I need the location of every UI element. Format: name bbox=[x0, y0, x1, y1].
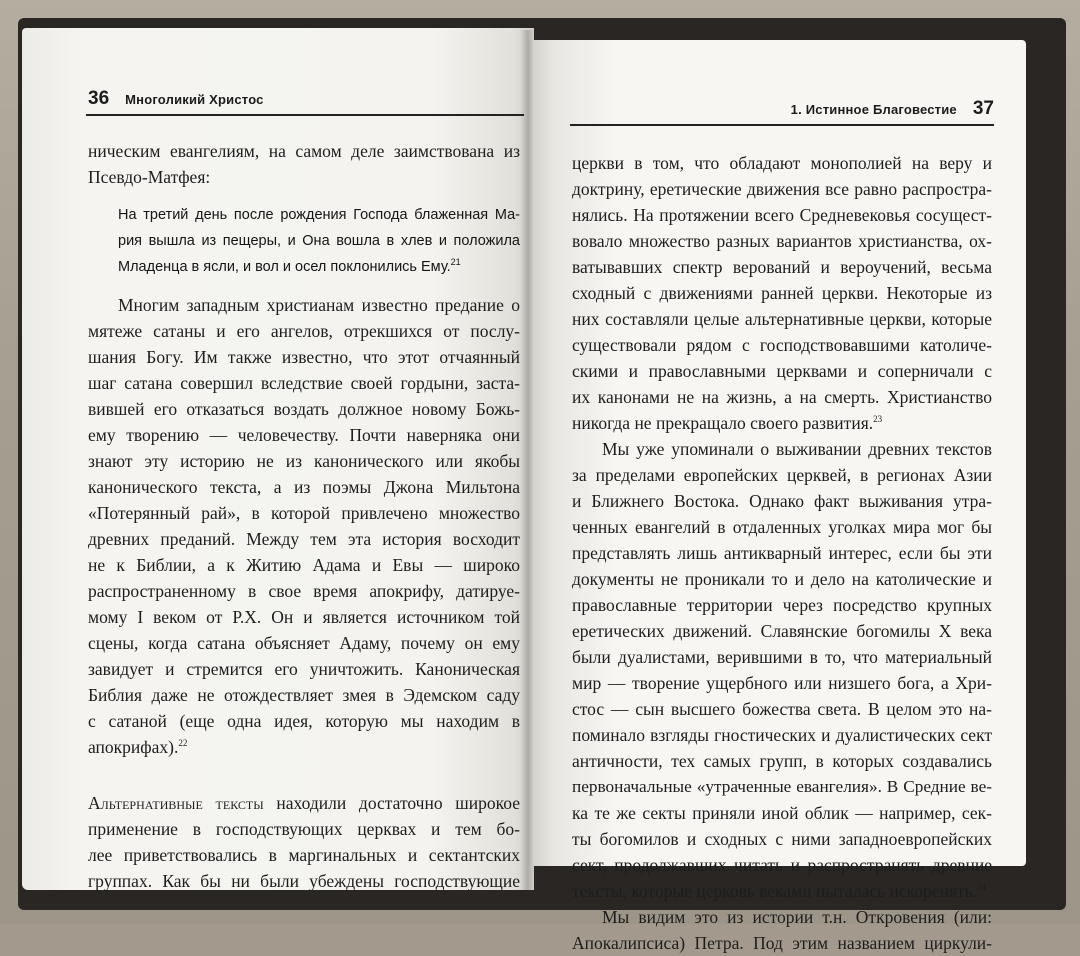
left-body-text bbox=[88, 138, 520, 894]
text-line: шаг сатана совершил вследствие своей гордыни, заста- bbox=[88, 373, 520, 393]
text-line: поминало взгляды гностических и дуалистических сект bbox=[572, 725, 992, 745]
text-line: Псевдо-Матфея: bbox=[88, 167, 211, 187]
quote-line-last bbox=[118, 254, 520, 280]
text-line: за пределами европейских церквей, в регионах Азии bbox=[572, 465, 992, 485]
text-line: мир — творение ущербного или низшего бога, а Хри- bbox=[572, 673, 992, 693]
text-line: документы не проникали то и дело на католические и bbox=[572, 569, 992, 589]
text-line: не к Библии, а к Житию Адама и Евы — широко bbox=[88, 555, 520, 575]
section-lead-in: Альтернативные тексты bbox=[88, 793, 264, 813]
text-line: ническим евангелиям, на самом деле заимствована из bbox=[88, 141, 520, 161]
text-line: Библия даже не отождествляет змея в Эдемском саду bbox=[88, 685, 520, 705]
block-quote bbox=[118, 202, 520, 280]
header-rule bbox=[570, 124, 994, 126]
text-line: завидует и стремится его уничтожить. Каноническая bbox=[88, 659, 520, 679]
text-line: православные территории через посредство крупных bbox=[572, 595, 992, 615]
left-running-head bbox=[88, 88, 522, 110]
text-line: канонического текста, а из поэмы Джона Мильтона bbox=[88, 477, 520, 497]
text-line: нялись. На протяжении всего Средневековья сосущест- bbox=[572, 205, 992, 225]
text-line: них составляли целые альтернативные церкви, которые bbox=[572, 309, 992, 329]
section-lead-rest: находили достаточно широкое bbox=[263, 793, 520, 813]
text-line: сцены, когда сатана объясняет Адаму, почему он ему bbox=[88, 633, 520, 653]
left-page bbox=[22, 28, 534, 890]
text-line: ты богомилов и сходных с ними западноевропейских bbox=[572, 829, 992, 849]
text-line: их канонами не на жизнь, а на смерть. Христианство bbox=[572, 387, 992, 407]
text-line: «Потерянный рай», в которой привлечено множество bbox=[88, 503, 520, 523]
section-opening-line bbox=[88, 790, 520, 816]
text-line-last bbox=[572, 878, 992, 904]
footnote-ref: 24 bbox=[976, 882, 986, 893]
footnote-ref: 23 bbox=[873, 414, 883, 425]
footnote-ref: 22 bbox=[178, 738, 188, 749]
text-line: мому I веком от Р.Х. Он и является источником той bbox=[88, 607, 520, 627]
text-line: вовало множество разных вариантов христианства, ох- bbox=[572, 231, 992, 251]
text-line: Многим западным христианам известно предание о bbox=[118, 295, 520, 315]
text-line: ка те же секты приняли иной облик — например, сек- bbox=[572, 803, 992, 823]
text-line: шания Богу. Им также известно, что этот отчаянный bbox=[88, 347, 520, 367]
text-line: лее приветствовались в маргинальных и сектантских bbox=[88, 845, 520, 865]
text-line-last bbox=[572, 410, 992, 436]
text-line: сект, продолжавших читать и распространять древние bbox=[572, 855, 992, 875]
para-text: апокрифах). bbox=[88, 737, 179, 757]
text-line: ватывавших спектр верований и вероучений, весьма bbox=[572, 257, 992, 277]
text-line: знают эту историю не из канонического или якобы bbox=[88, 451, 520, 471]
text-line: церкви в том, что обладают монополией на веру и bbox=[572, 153, 992, 173]
text-line: представлять лишь антикварный интерес, если бы эти bbox=[572, 543, 992, 563]
text-line: вившей его отказаться воздать должное новому Божь- bbox=[88, 399, 520, 419]
text-line: Апокалипсиса) Петра. Под этим названием циркули- bbox=[572, 933, 992, 953]
running-title: Многоликий Христос bbox=[125, 92, 264, 107]
text-line: еретических движений. Славянские богомилы X века bbox=[572, 621, 992, 641]
text-line: скими и православными церквами и соперничали с bbox=[572, 361, 992, 381]
quote-text: Младенца в ясли, и вол и осел поклонились Ему. bbox=[118, 259, 451, 275]
text-line: Мы уже упоминали о выживании древних текстов bbox=[602, 439, 992, 459]
page-number: 37 bbox=[972, 98, 994, 119]
text-line-last bbox=[88, 734, 520, 760]
text-line: и Ближнего Востока. Однако факт выживания утра- bbox=[572, 491, 992, 511]
text-line: ченных евангелий в отдаленных уголках мира мог бы bbox=[572, 517, 992, 537]
text-line: применение в господствующих церквах и тем бо- bbox=[88, 819, 520, 839]
right-page bbox=[528, 40, 1026, 953]
text-line: распространенному в свое время апокрифу, датируе- bbox=[88, 581, 520, 601]
text-line: были дуалистами, верившими в то, что материальный bbox=[572, 647, 992, 667]
text-line: Мы видим это из истории т.н. Откровения (или: bbox=[602, 907, 992, 927]
page-number: 36 bbox=[88, 88, 110, 109]
right-body-text bbox=[572, 150, 992, 956]
text-line: античности, тех самых групп, в которых создавались bbox=[572, 751, 992, 771]
text-line: первоначальные «утраченные евангелия». В Средние ве- bbox=[572, 777, 992, 796]
book-gutter bbox=[520, 30, 534, 890]
text-line: группах. Как бы ни были убеждены господствующие bbox=[88, 871, 520, 891]
header-rule bbox=[86, 114, 524, 116]
right-running-head bbox=[572, 98, 994, 120]
running-title: 1. Истинное Благовестие bbox=[790, 102, 957, 117]
text-line: ему творению — человечеству. Почти наверняка они bbox=[88, 425, 520, 445]
para-text: никогда не прекращало своего развития. bbox=[572, 413, 874, 433]
quote-line: На третий день после рождения Господа блаженная Ма- bbox=[118, 207, 520, 223]
text-line: с сатаной (еще одна идея, которую мы находим в bbox=[88, 711, 520, 731]
text-line: мятеже сатаны и его ангелов, отрекшихся от послу- bbox=[88, 321, 520, 341]
text-line: сходный с движениями ранней церкви. Некоторые из bbox=[572, 283, 992, 303]
footnote-ref: 21 bbox=[450, 257, 461, 268]
text-line: стос — сын высшего божества света. В целом это на- bbox=[572, 699, 992, 719]
section-break bbox=[88, 760, 520, 790]
text-line: древних преданий. Между тем эта история восходит bbox=[88, 529, 520, 549]
quote-line: рия вышла из пещеры, и Она вошла в хлев и положила bbox=[118, 233, 520, 249]
para-text: тексты, которые церковь веками пыталась искоренять. bbox=[572, 881, 977, 901]
text-line: существовали рядом с господствовавшими католиче- bbox=[572, 335, 992, 355]
text-line: доктрину, еретические движения все равно распростра- bbox=[572, 179, 992, 199]
